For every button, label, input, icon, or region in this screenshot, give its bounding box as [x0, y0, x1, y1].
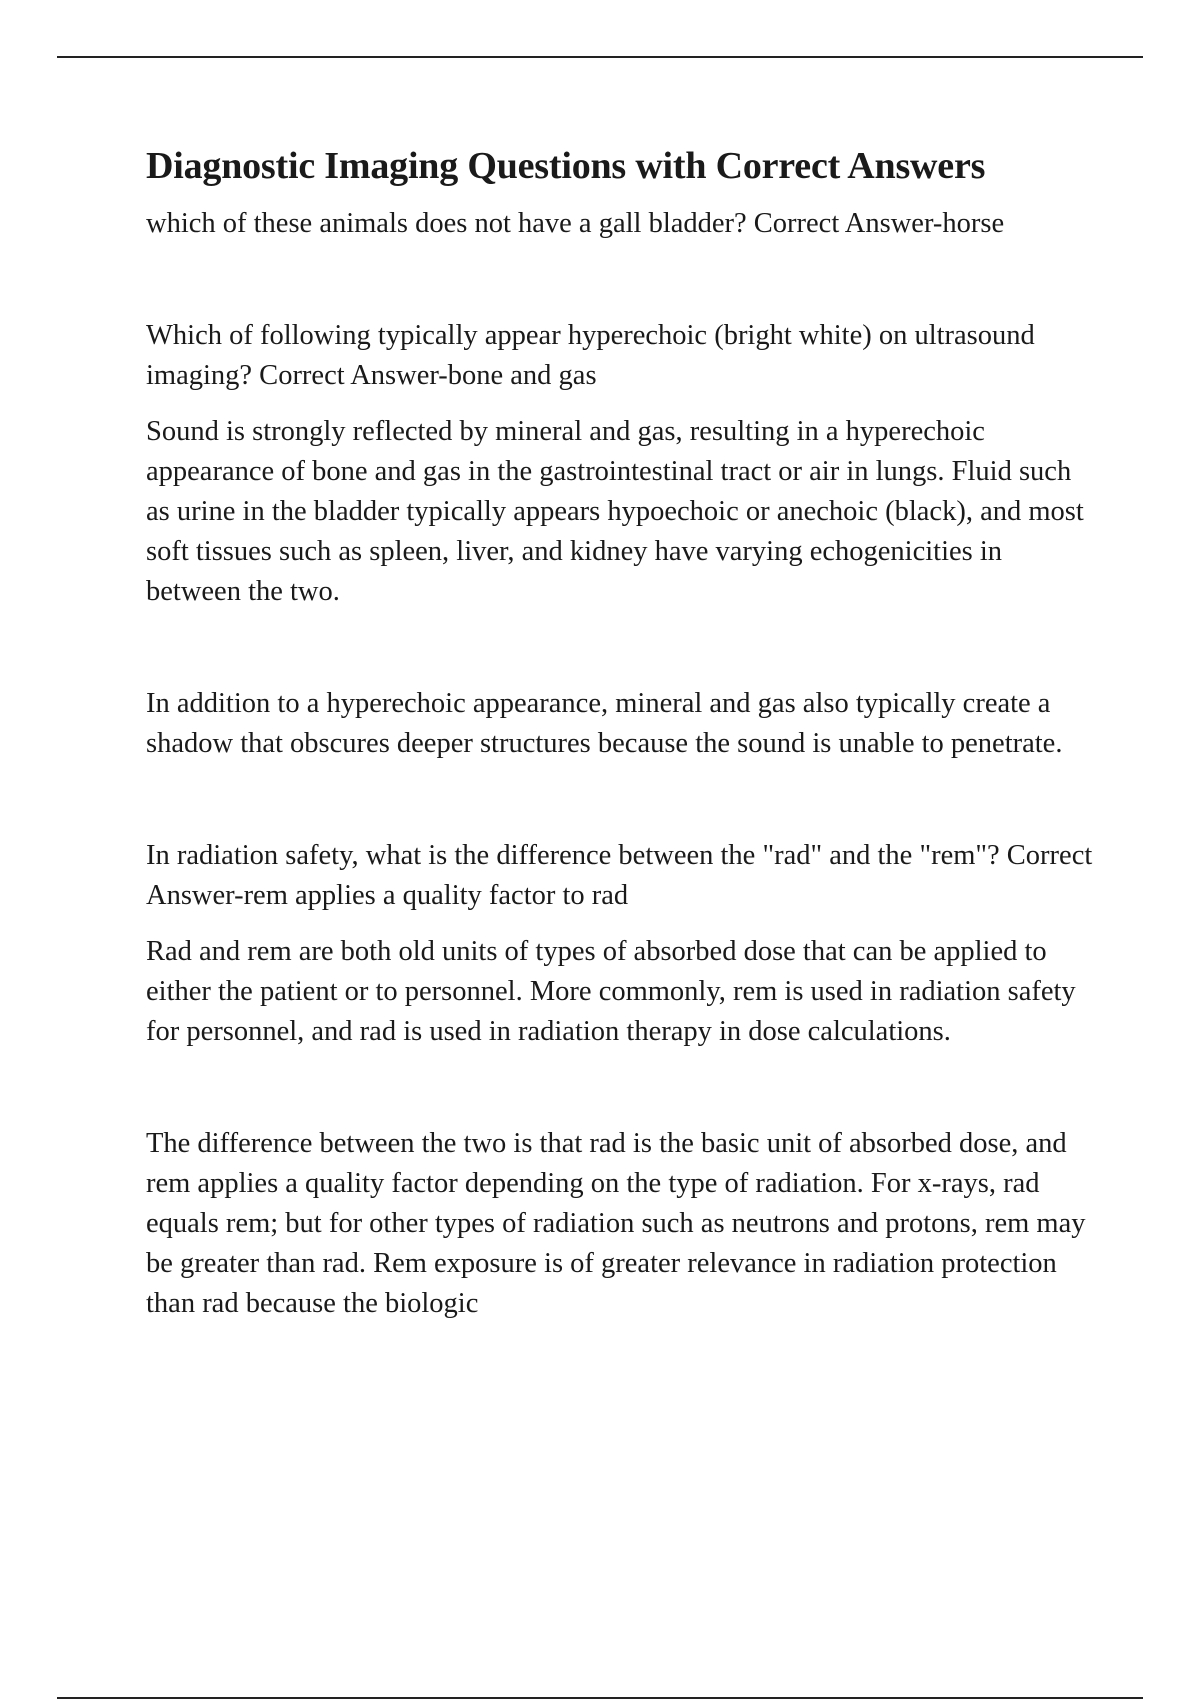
bottom-rule	[57, 1697, 1143, 1699]
question-hyperechoic: Which of following typically appear hyperechoic (bright white) on ultrasound imaging? Correct Answer-bone and gas	[146, 320, 1035, 391]
document-title: Diagnostic Imaging Questions with Correct Answers	[146, 145, 986, 187]
explanation-shadow: In addition to a hyperechoic appearance, mineral and gas also typically create a shadow that obscures deeper structures because the sound is unable to penetrate.	[146, 688, 1063, 759]
document-body	[146, 140, 1101, 1324]
question-gall-bladder: which of these animals does not have a gall bladder? Correct Answer-horse	[146, 208, 1005, 239]
explanation-rad-rem-difference: The difference between the two is that rad is the basic unit of absorbed dose, and rem applies a quality factor depending on the type of radiation. For x-rays, rad equals rem; but for other types of radiation such as neutrons and protons, rem may be greater than rad. Rem exposure is of greater relevance in radiation protection than rad because the biologic	[146, 1128, 1086, 1319]
explanation-hyperechoic: Sound is strongly reflected by mineral and gas, resulting in a hyperechoic appearance of bone and gas in the gastrointestinal tract or air in lungs. Fluid such as urine in the bladder typically appears hypoechoic or anechoic (black), and most soft tissues such as spleen, liver, and kidney have varying echogenicities in between the two.	[146, 416, 1084, 607]
explanation-rad-rem-units: Rad and rem are both old units of types of absorbed dose that can be applied to either the patient or to personnel. More commonly, rem is used in radiation safety for personnel, and rad is used in radiation therapy in dose calculations.	[146, 936, 1076, 1047]
question-rad-rem: In radiation safety, what is the difference between the "rad" and the "rem"? Correct Answer-rem applies a quality factor to rad	[146, 840, 1093, 911]
top-rule	[57, 56, 1143, 58]
